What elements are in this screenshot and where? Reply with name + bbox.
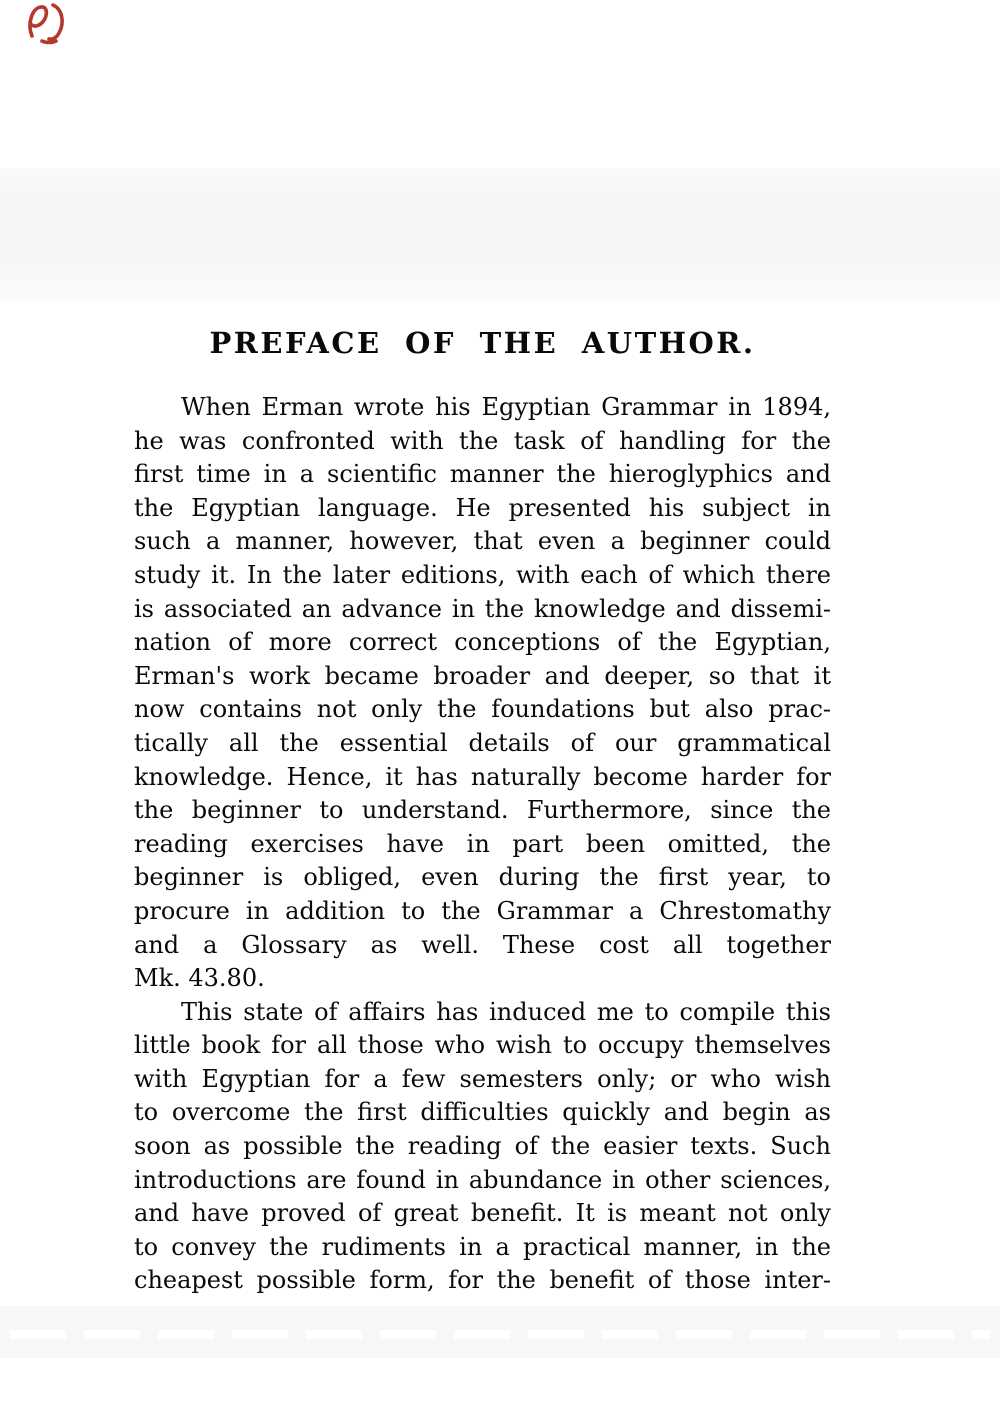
text-line: soon as possible the reading of the easier texts. Such — [134, 1132, 831, 1161]
scan-shadow-dashes — [10, 1330, 990, 1339]
text-line: and a Glossary as well. These cost all together — [134, 930, 831, 959]
text-line: little book for all those who wish to occupy themselves — [134, 1031, 831, 1060]
text-line: is associated an advance in the knowledge and dissemi- — [134, 594, 831, 623]
text-line: such a manner, however, that even a beginner could — [134, 527, 831, 556]
red-pencil-mark-icon — [22, 0, 72, 48]
text-line: tically all the essential details of our grammatical — [134, 728, 831, 757]
text-line: he was confronted with the task of handling for the — [134, 426, 831, 455]
text-line: knowledge. Hence, it has naturally become harder for — [134, 762, 831, 791]
text-line: now contains not only the foundations but also prac- — [134, 695, 831, 724]
text-line: procure in addition to the Grammar a Chrestomathy — [134, 896, 831, 925]
text-line: Erman's work became broader and deeper, so that it — [134, 661, 831, 690]
text-line: reading exercises have in part been omitted, the — [134, 829, 831, 858]
text-line: to convey the rudiments in a practical manner, in the — [134, 1232, 831, 1261]
text-line: study it. In the later editions, with each of which there — [134, 560, 831, 589]
text-line: and have proved of great benefit. It is meant not only — [134, 1199, 831, 1228]
text-line: first time in a scientific manner the hieroglyphics and — [134, 460, 831, 489]
text-line: the Egyptian language. He presented his subject in — [134, 493, 831, 522]
text-line: cheapest possible form, for the benefit of those inter- — [134, 1266, 831, 1295]
text-line: with Egyptian for a few semesters only; or who wish — [134, 1064, 831, 1093]
text-line: Mk. 43.80. — [134, 964, 265, 993]
text-line: beginner is obliged, even during the first year, to — [134, 863, 831, 892]
text-line: to overcome the first difficulties quickly and begin as — [134, 1098, 831, 1127]
text-line: nation of more correct conceptions of the Egyptian, — [134, 628, 831, 657]
text-line: When Erman wrote his Egyptian Grammar in 1894, — [181, 393, 831, 421]
text-line: introductions are found in abundance in other sciences, — [134, 1165, 831, 1194]
scan-shadow-band-bottom — [0, 1306, 1000, 1358]
page-title: PREFACE OF THE AUTHOR. — [209, 326, 756, 360]
text-line: This state of affairs has induced me to compile this — [181, 997, 831, 1026]
body-text — [134, 391, 831, 1298]
scan-shadow-band-top — [0, 168, 1000, 300]
text-line: the beginner to understand. Furthermore, since the — [134, 796, 831, 825]
